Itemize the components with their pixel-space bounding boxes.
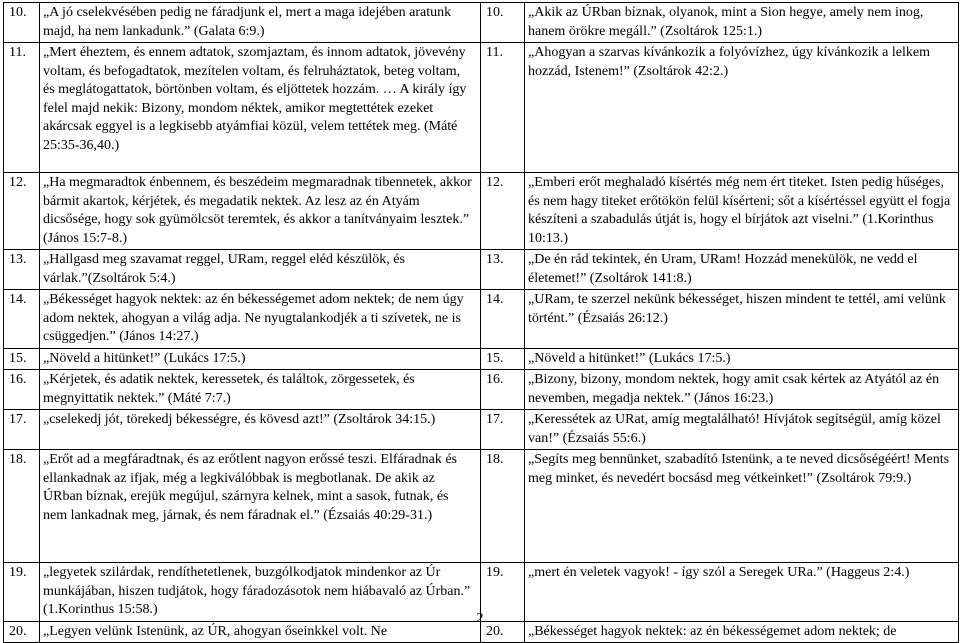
left-verse: „Kérjetek, és adatik nektek, keressetek, és találtok, zörgessetek, és megnyittatik nektek.” (Máté 7:7.) xyxy=(40,370,481,410)
left-verse: „Legyen velünk Istenünk, az ÚR, ahogyan őseinkkel volt. Ne xyxy=(40,621,481,643)
left-verse: „cselekedj jót, törekedj békességre, és kövesd azt!” (Zsoltárok 34:15.) xyxy=(40,410,481,450)
right-number: 18. xyxy=(481,450,525,563)
right-number: 10. xyxy=(481,3,525,43)
table-row xyxy=(4,410,959,450)
right-verse: „URam, te szerzel nekünk békességet, hiszen mindent te tettél, ami velünk történt.” (Ézsaiás 26:12.) xyxy=(525,290,959,349)
page-number: 2 xyxy=(476,611,484,626)
left-verse: „Mert éheztem, és ennem adtatok, szomjaztam, és innom adtatok, jövevény voltam, és befogadtatok, mezítelen voltam, és felruháztatok, beteg voltam, és meglátogattatok, börtönben voltam, és eljöttetek hozzám. … A király így felel majd nekik: Bizony, mondom néktek, amikor megtettétek ezeket akárcsak eggyel is a legkisebb atyámfiai közül, velem tettétek meg. (Máté 25:35-36,40.) xyxy=(40,43,481,173)
table-row xyxy=(4,370,959,410)
left-number: 18. xyxy=(4,450,40,563)
right-verse: „Ahogyan a szarvas kívánkozik a folyóvízhez, úgy kívánkozik a lelkem hozzád, Istenem!” (Zsoltárok 42:2.) xyxy=(525,43,959,173)
right-number: 12. xyxy=(481,173,525,250)
left-number: 14. xyxy=(4,290,40,349)
left-verse: „Erőt ad a megfáradtnak, és az erőtlent nagyon erőssé teszi. Elfáradnak és ellankadnak az ifjak, még a legkiválóbbak is megbotlanak. De akik az ÚRban bíznak, erejük megújul, szárnyra kelnek, mint a sasok, futnak, és nem lankadnak meg, járnak, és nem fáradnak el.” (Ézsaiás 40:29-31.) xyxy=(40,450,481,563)
table-row xyxy=(4,3,959,43)
right-number: 20. xyxy=(481,621,525,643)
right-verse: „Akik az ÚRban bíznak, olyanok, mint a Sion hegye, amely nem inog, hanem örökre megáll.” (Zsoltárok 125:1.) xyxy=(525,3,959,43)
left-number: 16. xyxy=(4,370,40,410)
right-number: 14. xyxy=(481,290,525,349)
left-number: 19. xyxy=(4,563,40,622)
left-verse: „Növeld a hitünket!” (Lukács 17:5.) xyxy=(40,348,481,370)
right-verse: „Bizony, bizony, mondom nektek, hogy amit csak kértek az Atyától az én nevemben, megadja nektek.” (János 16:23.) xyxy=(525,370,959,410)
left-number: 12. xyxy=(4,173,40,250)
left-number: 15. xyxy=(4,348,40,370)
left-number: 11. xyxy=(4,43,40,173)
left-verse: „Ha megmaradtok énbennem, és beszédeim megmaradnak tibennetek, akkor bármit akartok, kérjétek, és megadatik nektek. Az lesz az én Atyám dicsősége, hogy sok gyümölcsöt teremtek, és akkor a tanítványaim lesztek.” (János 15:7-8.) xyxy=(40,173,481,250)
right-verse: „De én rád tekintek, én Uram, URam! Hozzád menekülök, ne vedd el életemet!” (Zsoltárok 141:8.) xyxy=(525,250,959,290)
left-verse: „Hallgasd meg szavamat reggel, URam, reggel eléd készülök, és várlak.”(Zsoltárok 5:4.) xyxy=(40,250,481,290)
right-verse: „mert én veletek vagyok! - így szól a Seregek URa.” (Haggeus 2:4.) xyxy=(525,563,959,622)
table-row xyxy=(4,348,959,370)
left-verse: „Békességet hagyok nektek: az én békességemet adom nektek; de nem úgy adom nektek, ahogyan a világ adja. Ne nyugtalankodjék a ti szívetek, ne is csüggedjen.” (János 14:27.) xyxy=(40,290,481,349)
table-row xyxy=(4,173,959,250)
right-number: 13. xyxy=(481,250,525,290)
left-verse: „A jó cselekvésében pedig ne fáradjunk el, mert a maga idejében aratunk majd, ha nem lankadunk.” (Galata 6:9.) xyxy=(40,3,481,43)
left-number: 17. xyxy=(4,410,40,450)
right-verse: „Keressétek az URat, amíg megtalálható! Hívjátok segítségül, amíg közel van!” (Ézsaiás 55:6.) xyxy=(525,410,959,450)
right-verse: „Növeld a hitünket!” (Lukács 17:5.) xyxy=(525,348,959,370)
right-number: 15. xyxy=(481,348,525,370)
left-verse: „legyetek szilárdak, rendíthetetlenek, buzgólkodjatok mindenkor az Úr munkájában, hiszen tudjátok, hogy fáradozásotok nem hiábavaló az Úrban.” (1.Korinthus 15:58.) xyxy=(40,563,481,622)
left-number: 20. xyxy=(4,621,40,643)
right-number: 17. xyxy=(481,410,525,450)
right-verse: „Békességet hagyok nektek: az én békességemet adom nektek; de xyxy=(525,621,959,643)
table-row xyxy=(4,250,959,290)
verse-table xyxy=(3,2,959,643)
table-row xyxy=(4,43,959,173)
right-number: 19. xyxy=(481,563,525,622)
right-verse: „Emberi erőt meghaladó kísértés még nem ért titeket. Isten pedig hűséges, és nem hagy titeket erőtökön felül kísérteni; sőt a kísértéssel együtt el fogja készíteni a szabadulás útját is, hogy el bírjátok azt viselni.” (1.Korinthus 10:13.) xyxy=(525,173,959,250)
right-verse: „Segíts meg bennünket, szabadító Istenünk, a te neved dicsőségéért! Ments meg minket, és nevedért bocsásd meg vétkeinket!” (Zsoltárok 79:9.) xyxy=(525,450,959,563)
right-number: 16. xyxy=(481,370,525,410)
right-number: 11. xyxy=(481,43,525,173)
table-row xyxy=(4,290,959,349)
table-row xyxy=(4,450,959,563)
left-number: 13. xyxy=(4,250,40,290)
left-number: 10. xyxy=(4,3,40,43)
